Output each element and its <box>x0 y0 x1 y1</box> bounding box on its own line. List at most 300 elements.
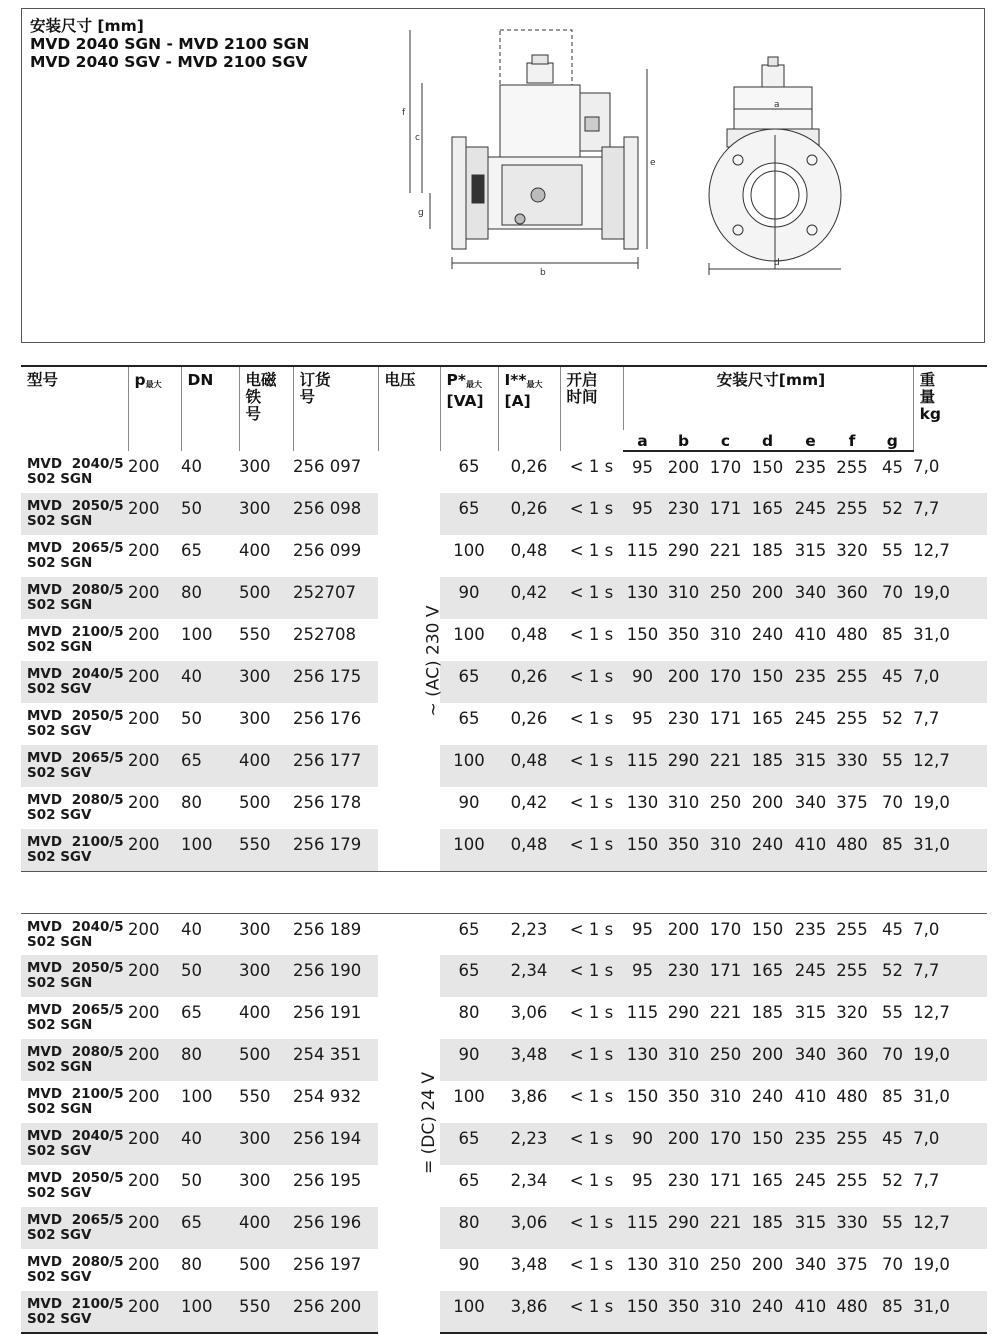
cell-p: 200 <box>128 541 160 560</box>
cell-model <box>21 1207 128 1249</box>
cell-current: 2,34 <box>510 1171 548 1190</box>
cell-f: 255 <box>832 493 872 535</box>
model-line-1: MVD 2040/5 <box>27 456 124 472</box>
cell-model <box>21 1039 128 1081</box>
cell-a: 95 <box>623 493 662 535</box>
cell-a: 95 <box>632 1171 653 1190</box>
model-line-2: S02 SGN <box>27 471 93 487</box>
cell-coil: 500 <box>239 1039 293 1081</box>
cell-f: 360 <box>832 577 872 619</box>
cell-a: 130 <box>623 577 662 619</box>
cell-dn: 40 <box>181 661 239 703</box>
cell-d: 165 <box>746 493 789 535</box>
cell-e: 315 <box>789 745 832 787</box>
cell-d: 240 <box>751 625 784 644</box>
cell-e: 410 <box>789 1291 832 1333</box>
model-line-1: MVD 2050/5 <box>27 498 124 514</box>
cell-dn: 100 <box>181 829 239 871</box>
cell-coil: 300 <box>239 457 271 476</box>
header-weight: 重 量 kg <box>913 366 987 451</box>
cell-e: 245 <box>789 955 832 997</box>
cell-e: 245 <box>794 709 827 728</box>
cell-p: 200 <box>128 1087 160 1106</box>
cell-g: 55 <box>882 541 904 560</box>
dim-label-d: d <box>774 258 780 268</box>
cell-coil: 400 <box>239 1003 271 1022</box>
cell-power: 90 <box>458 793 480 812</box>
cell-d: 240 <box>746 1291 789 1333</box>
table-row <box>21 1249 987 1291</box>
cell-kg: 7,0 <box>913 661 987 703</box>
table-row <box>21 1291 987 1333</box>
model-line-1: MVD 2080/5 <box>27 1044 124 1060</box>
cell-b: 310 <box>662 1039 705 1081</box>
group-separator <box>21 871 987 913</box>
cell-order: 256 176 <box>293 709 362 728</box>
group-dc-24v <box>21 913 987 1333</box>
cell-model <box>21 493 128 535</box>
cell-model <box>21 577 128 619</box>
table-row <box>21 661 987 703</box>
cell-kg: 12,7 <box>913 541 950 560</box>
cell-order: 256 200 <box>293 1291 378 1333</box>
cell-power: 80 <box>440 1207 498 1249</box>
cell-order: 256 098 <box>293 493 378 535</box>
drawing-title-line-2: MVD 2040 SGN - MVD 2100 SGN <box>30 35 310 53</box>
header-dim-e: e <box>789 430 832 451</box>
cell-e: 410 <box>794 625 827 644</box>
cell-power: 100 <box>453 1087 485 1106</box>
cell-g: 52 <box>872 493 913 535</box>
header-power: $P*_{最大}$ [VA] <box>440 366 498 451</box>
cell-kg: 12,7 <box>913 1207 987 1249</box>
cell-time: < 1 s <box>560 829 623 871</box>
cell-d: 150 <box>746 1123 789 1165</box>
cell-kg: 7,7 <box>913 1171 940 1190</box>
model-line-1: MVD 2065/5 <box>27 750 124 766</box>
cell-c: 310 <box>709 1087 742 1106</box>
cell-model <box>21 1123 128 1165</box>
cell-time: < 1 s <box>560 493 623 535</box>
cell-current: 2,34 <box>498 955 560 997</box>
cell-d: 200 <box>751 793 784 812</box>
cell-current: 0,48 <box>510 541 548 560</box>
cell-a: 115 <box>626 1003 659 1022</box>
cell-time: < 1 s <box>569 457 614 476</box>
model-line-2: S02 SGV <box>27 765 92 781</box>
cell-dn: 65 <box>181 745 239 787</box>
cell-dn: 100 <box>181 1291 239 1333</box>
cell-p: 200 <box>128 919 160 939</box>
cell-g: 55 <box>872 745 913 787</box>
table-row <box>21 913 987 955</box>
cell-b: 200 <box>662 661 705 703</box>
model-line-1: MVD 2065/5 <box>27 1002 124 1018</box>
model-line-2: S02 SGN <box>27 1059 93 1075</box>
cell-order: 256 197 <box>293 1255 362 1274</box>
model-line-2: S02 SGN <box>27 1017 93 1033</box>
cell-model <box>21 913 128 955</box>
cell-c: 221 <box>709 1003 742 1022</box>
cell-dn: 80 <box>181 1255 202 1274</box>
cell-current: 2,23 <box>498 1123 560 1165</box>
cell-coil: 300 <box>239 955 293 997</box>
cell-order: 252708 <box>293 625 356 644</box>
cell-kg: 7,7 <box>913 493 987 535</box>
cell-b: 200 <box>667 919 700 939</box>
cell-power: 100 <box>453 625 485 644</box>
cell-a: 90 <box>623 1123 662 1165</box>
cell-current: 3,86 <box>510 1087 548 1106</box>
cell-c: 221 <box>705 745 746 787</box>
header-open-time: 开启 时间 <box>560 366 623 451</box>
cell-coil: 300 <box>239 1171 271 1190</box>
table-row <box>21 1081 987 1123</box>
cell-time: < 1 s <box>560 745 623 787</box>
cell-e: 315 <box>794 1003 827 1022</box>
table-row <box>21 829 987 871</box>
cell-a: 115 <box>623 745 662 787</box>
model-line-2: S02 SGV <box>27 1143 92 1159</box>
cell-p: 200 <box>128 1003 160 1022</box>
cell-g: 55 <box>882 1003 904 1022</box>
cell-voltage <box>378 451 444 871</box>
cell-p: 200 <box>128 1123 181 1165</box>
cell-b: 350 <box>662 829 705 871</box>
cell-a: 95 <box>632 458 653 477</box>
table-row <box>21 1039 987 1081</box>
cell-b: 200 <box>667 458 700 477</box>
cell-dn: 80 <box>181 793 202 812</box>
specification-table <box>21 365 987 1334</box>
cell-order: 254 932 <box>293 1087 362 1106</box>
cell-current: 0,42 <box>510 793 548 812</box>
cell-coil: 400 <box>239 541 271 560</box>
cell-dn: 100 <box>181 625 213 644</box>
table-row <box>21 535 987 577</box>
cell-kg: 19,0 <box>913 1255 950 1274</box>
cell-f: 255 <box>836 919 868 939</box>
cell-c: 310 <box>709 625 742 644</box>
header-dim-f: f <box>832 430 872 451</box>
dim-label-e: e <box>650 158 656 168</box>
cell-time: < 1 s <box>560 1039 623 1081</box>
cell-f: 360 <box>832 1039 872 1081</box>
cell-f: 255 <box>836 1171 868 1190</box>
cell-d: 165 <box>746 955 789 997</box>
cell-b: 230 <box>667 1171 700 1190</box>
cell-dn: 50 <box>181 709 202 728</box>
cell-d: 185 <box>751 1003 784 1022</box>
model-line-1: MVD 2100/5 <box>27 1086 124 1102</box>
cell-e: 235 <box>789 1123 832 1165</box>
header-dimensions: 安装尺寸[mm] <box>623 366 913 430</box>
header-order-number: 订货 号 <box>293 366 378 451</box>
cell-kg: 7,0 <box>913 457 940 476</box>
cell-current: 2,23 <box>510 919 548 939</box>
model-line-1: MVD 2065/5 <box>27 540 124 556</box>
cell-time: < 1 s <box>560 1207 623 1249</box>
model-line-2: S02 SGV <box>27 1185 92 1201</box>
cell-coil: 300 <box>239 709 271 728</box>
cell-e: 340 <box>789 577 832 619</box>
model-line-2: S02 SGN <box>27 513 93 529</box>
cell-a: 150 <box>623 1291 662 1333</box>
cell-current: 3,86 <box>498 1291 560 1333</box>
cell-d: 185 <box>746 745 789 787</box>
dim-label-a: a <box>774 100 780 110</box>
cell-p: 200 <box>128 709 160 728</box>
cell-time: < 1 s <box>569 709 614 728</box>
cell-b: 230 <box>667 709 700 728</box>
cell-order: 256 097 <box>293 457 362 476</box>
cell-dn: 50 <box>181 493 239 535</box>
cell-coil: 300 <box>239 493 293 535</box>
cell-dn: 65 <box>181 541 202 560</box>
header-coil: 电磁 铁 号 <box>239 366 293 451</box>
cell-current: 0,26 <box>498 661 560 703</box>
cell-e: 235 <box>789 661 832 703</box>
cell-g: 45 <box>872 1123 913 1165</box>
cell-p: 200 <box>128 625 160 644</box>
cell-d: 165 <box>751 1171 784 1190</box>
cell-f: 375 <box>836 1255 868 1274</box>
model-line-1: MVD 2080/5 <box>27 582 124 598</box>
cell-dn: 65 <box>181 1003 202 1022</box>
cell-model <box>21 1291 128 1333</box>
model-line-2: S02 SGV <box>27 1227 92 1243</box>
cell-dn: 65 <box>181 1207 239 1249</box>
cell-coil: 550 <box>239 625 271 644</box>
cell-kg: 7,0 <box>913 1123 987 1165</box>
cell-power: 65 <box>440 955 498 997</box>
cell-f: 320 <box>836 541 868 560</box>
model-line-2: S02 SGN <box>27 597 93 613</box>
table-row <box>21 493 987 535</box>
cell-order: 256 175 <box>293 661 378 703</box>
cell-f: 480 <box>832 829 872 871</box>
cell-b: 230 <box>662 493 705 535</box>
cell-kg: 7,7 <box>913 955 987 997</box>
cell-model <box>21 955 128 997</box>
cell-kg: 19,0 <box>913 793 950 812</box>
header-current: $I**_{最大}$ [A] <box>498 366 560 451</box>
model-line-1: MVD 2040/5 <box>27 666 124 682</box>
cell-power: 65 <box>440 661 498 703</box>
cell-c: 250 <box>705 577 746 619</box>
cell-b: 200 <box>662 1123 705 1165</box>
cell-c: 170 <box>705 1123 746 1165</box>
cell-order: 256 099 <box>293 541 362 560</box>
cell-a: 90 <box>623 661 662 703</box>
table-row <box>21 619 987 661</box>
cell-b: 310 <box>667 793 700 812</box>
cell-model <box>21 745 128 787</box>
cell-c: 170 <box>709 458 742 477</box>
cell-p: 200 <box>128 1039 181 1081</box>
cell-c: 250 <box>705 1039 746 1081</box>
cell-power: 65 <box>440 493 498 535</box>
cell-e: 340 <box>794 793 827 812</box>
cell-time: < 1 s <box>569 1087 614 1106</box>
cell-kg: 19,0 <box>913 1039 987 1081</box>
cell-g: 70 <box>882 793 904 812</box>
cell-p: 200 <box>128 1291 181 1333</box>
cell-power: 80 <box>458 1003 480 1022</box>
model-line-2: S02 SGN <box>27 933 93 950</box>
cell-time: < 1 s <box>569 625 614 644</box>
cell-b: 290 <box>667 1003 700 1022</box>
cell-f: 330 <box>832 745 872 787</box>
cell-b: 350 <box>667 625 700 644</box>
table-row <box>21 451 987 493</box>
cell-c: 221 <box>705 1207 746 1249</box>
model-line-2: S02 SGV <box>27 1311 92 1327</box>
header-dim-g: g <box>872 430 913 451</box>
cell-power: 100 <box>440 1291 498 1333</box>
cell-current: 3,48 <box>498 1039 560 1081</box>
drawing-title <box>30 17 309 71</box>
cell-g: 85 <box>882 625 904 644</box>
cell-g: 85 <box>872 1291 913 1333</box>
cell-e: 235 <box>794 458 827 477</box>
cell-b: 230 <box>662 955 705 997</box>
cell-coil: 500 <box>239 577 293 619</box>
cell-p: 200 <box>128 829 181 871</box>
cell-c: 170 <box>709 919 742 939</box>
cell-coil: 500 <box>239 1255 271 1274</box>
cell-current: 0,42 <box>498 577 560 619</box>
model-line-1: MVD 2080/5 <box>27 1254 124 1270</box>
cell-time: < 1 s <box>560 661 623 703</box>
cell-p: 200 <box>128 793 160 812</box>
cell-coil: 500 <box>239 793 271 812</box>
model-line-1: MVD 2100/5 <box>27 624 124 640</box>
cell-current: 0,26 <box>498 493 560 535</box>
cell-model <box>21 829 128 871</box>
cell-time: < 1 s <box>560 1291 623 1333</box>
table-row <box>21 703 987 745</box>
cell-e: 340 <box>789 1039 832 1081</box>
cell-a: 95 <box>623 955 662 997</box>
cell-f: 480 <box>832 1291 872 1333</box>
cell-e: 245 <box>794 1171 827 1190</box>
model-line-1: MVD 2100/5 <box>27 834 124 850</box>
cell-kg: 31,0 <box>913 1291 987 1333</box>
cell-coil: 400 <box>239 745 293 787</box>
cell-power: 90 <box>440 577 498 619</box>
cell-power: 100 <box>440 745 498 787</box>
cell-time: < 1 s <box>560 577 623 619</box>
cell-current: 3,48 <box>510 1255 548 1274</box>
cell-current: 0,48 <box>510 625 548 644</box>
cell-dn: 100 <box>181 1087 213 1106</box>
cell-a: 130 <box>623 1039 662 1081</box>
model-line-1: MVD 2040/5 <box>27 1128 124 1144</box>
table-row <box>21 577 987 619</box>
model-line-2: S02 SGN <box>27 1101 93 1117</box>
cell-f: 480 <box>836 1087 868 1106</box>
cell-g: 85 <box>882 1087 904 1106</box>
cell-a: 150 <box>626 625 659 644</box>
cell-e: 315 <box>794 541 827 560</box>
header-dim-c: c <box>705 430 746 451</box>
cell-order: 254 351 <box>293 1039 378 1081</box>
cell-a: 150 <box>626 1087 659 1106</box>
cell-c: 221 <box>709 541 742 560</box>
cell-f: 255 <box>836 458 868 477</box>
cell-power: 65 <box>458 709 480 728</box>
cell-kg: 12,7 <box>913 745 987 787</box>
cell-coil: 400 <box>239 1207 293 1249</box>
cell-kg: 31,0 <box>913 1087 950 1106</box>
cell-coil: 300 <box>239 919 271 939</box>
cell-coil: 550 <box>239 829 293 871</box>
group-ac-230v <box>21 451 987 871</box>
cell-order: 256 194 <box>293 1123 378 1165</box>
model-line-2: S02 SGV <box>27 723 92 739</box>
table-row <box>21 1165 987 1207</box>
table-row <box>21 955 987 997</box>
cell-current: 3,06 <box>498 1207 560 1249</box>
cell-model <box>21 1081 128 1123</box>
cell-dn: 80 <box>181 577 239 619</box>
cell-a: 150 <box>623 829 662 871</box>
cell-d: 240 <box>751 1087 784 1106</box>
header-model: 型号 <box>21 366 128 451</box>
cell-b: 290 <box>667 541 700 560</box>
cell-p: 200 <box>128 1207 181 1249</box>
cell-p: 200 <box>128 1171 160 1190</box>
separator-row <box>21 871 987 913</box>
cell-current: 0,26 <box>510 709 548 728</box>
voltage-label: ~ (AC) 230 V <box>423 605 444 717</box>
cell-p: 200 <box>128 745 181 787</box>
cell-power: 65 <box>458 457 480 476</box>
cell-time: < 1 s <box>569 1003 614 1022</box>
cell-c: 310 <box>705 1291 746 1333</box>
cell-coil: 300 <box>239 1123 293 1165</box>
model-line-1: MVD 2040/5 <box>27 918 124 935</box>
cell-d: 150 <box>746 661 789 703</box>
cell-dn: 80 <box>181 1039 239 1081</box>
table-row <box>21 1123 987 1165</box>
cell-e: 245 <box>789 493 832 535</box>
drawing-title-line-1: 安装尺寸 [mm] <box>30 17 144 35</box>
header-dn: DN <box>181 366 239 451</box>
cell-time: < 1 s <box>569 1171 614 1190</box>
cell-p: 200 <box>128 457 160 476</box>
cell-g: 45 <box>872 661 913 703</box>
cell-g: 45 <box>882 919 904 939</box>
model-line-1: MVD 2065/5 <box>27 1212 124 1228</box>
cell-g: 70 <box>872 577 913 619</box>
cell-coil: 550 <box>239 1291 293 1333</box>
cell-model <box>21 1165 128 1207</box>
cell-d: 150 <box>751 458 784 477</box>
cell-e: 315 <box>789 1207 832 1249</box>
table-row <box>21 997 987 1039</box>
cell-time: < 1 s <box>569 1255 614 1274</box>
cell-dn: 40 <box>181 1123 239 1165</box>
dim-label-b: b <box>540 268 546 278</box>
model-line-1: MVD 2050/5 <box>27 1170 124 1186</box>
cell-g: 55 <box>872 1207 913 1249</box>
header-pmax: $p_{最大}$ <box>128 366 181 451</box>
cell-a: 95 <box>632 709 653 728</box>
cell-b: 310 <box>662 577 705 619</box>
cell-voltage <box>378 913 440 1333</box>
